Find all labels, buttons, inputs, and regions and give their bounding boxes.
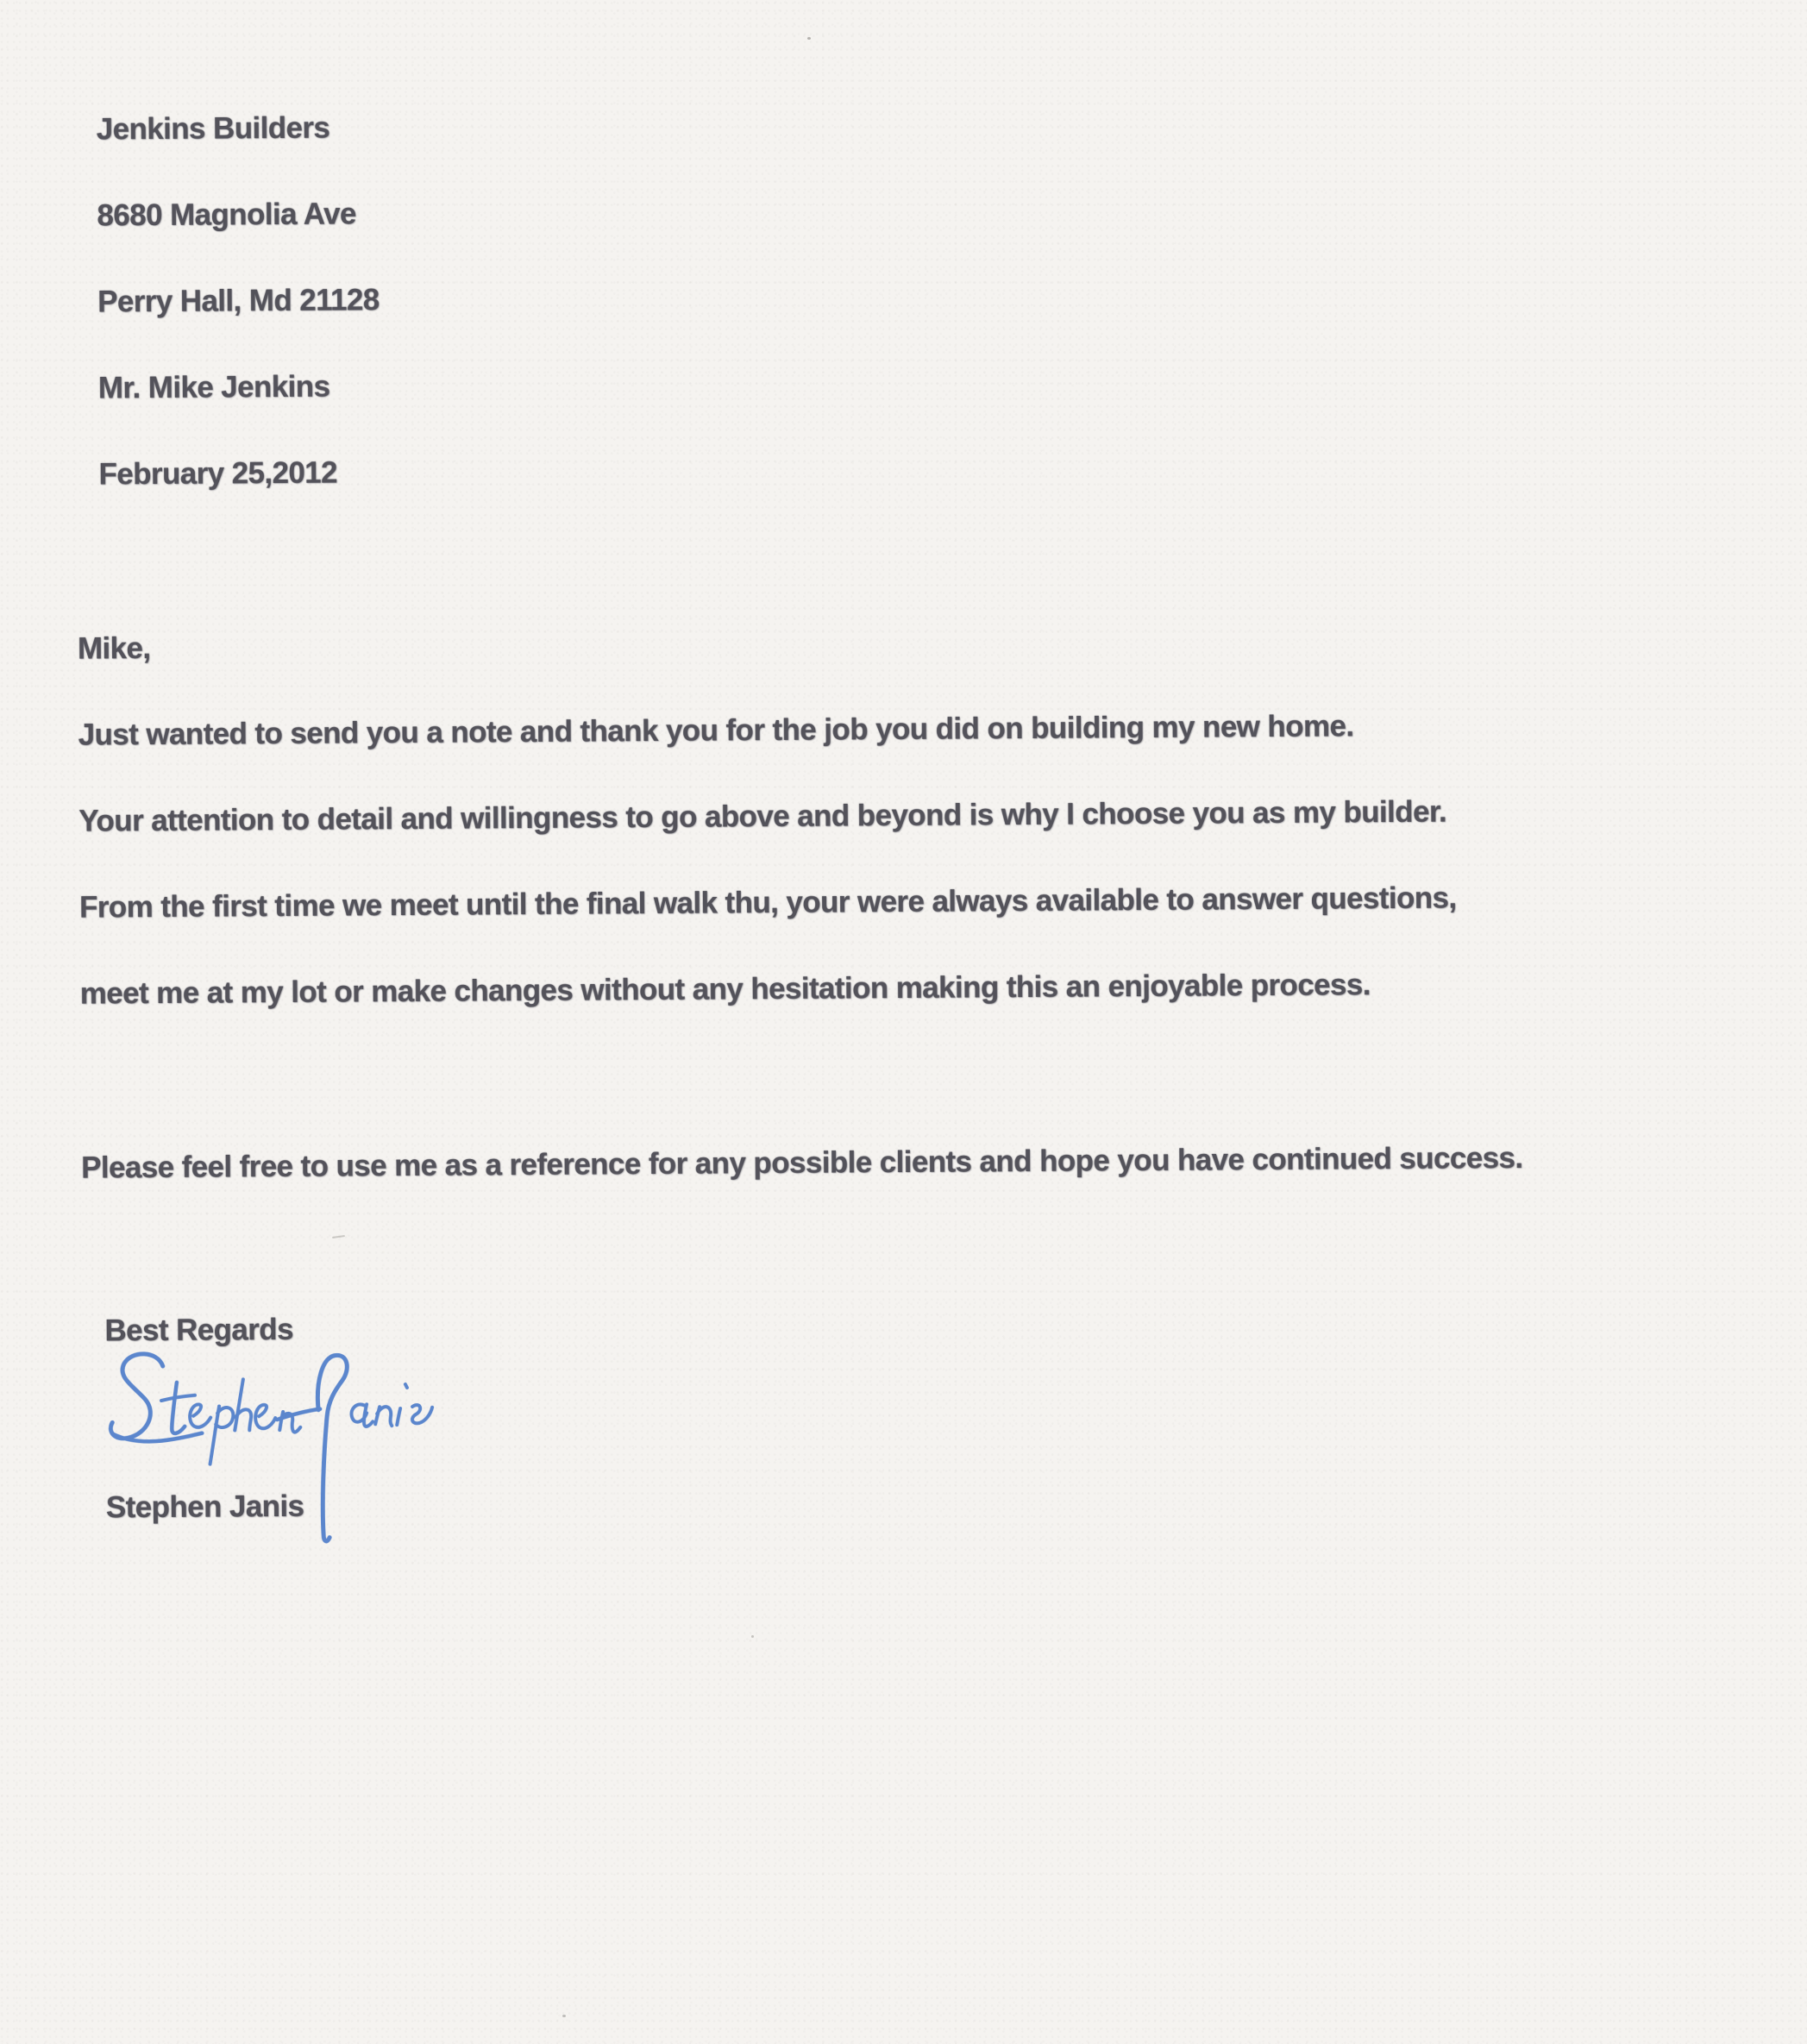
salutation: Mike,	[77, 631, 151, 666]
body-line: meet me at my lot or make changes without any hesitation making this an enjoyable process.	[79, 968, 1371, 1011]
sender-company: Jenkins Builders	[96, 110, 330, 147]
sender-city-state-zip: Perry Hall, Md 21128	[97, 283, 380, 319]
letter-date: February 25,2012	[98, 455, 338, 492]
body-paragraph-1	[78, 680, 1772, 1038]
body-line: From the first time we meet until the final walk thu, your were always available to answer questions,	[78, 881, 1457, 925]
handwritten-signature	[108, 1336, 455, 1563]
body-line: Your attention to detail and willingness to go above and beyond is why I choose you as my builder.	[78, 794, 1447, 838]
sender-street: 8680 Magnolia Ave	[97, 197, 356, 233]
body-paragraph-2: Please feel free to use me as a reference for any possible clients and hope you have continued success.	[81, 1140, 1523, 1185]
sender-contact: Mr. Mike Jenkins	[97, 369, 330, 405]
scan-speck	[751, 1635, 754, 1638]
body-line: Just wanted to send you a note and thank you for the job you did on building my new home.	[78, 709, 1354, 752]
closing-salutation: Best Regards	[104, 1312, 294, 1348]
sender-block	[73, 75, 1768, 518]
scan-speck	[807, 37, 811, 40]
typed-signature-name: Stephen Janis	[105, 1489, 304, 1525]
scan-speck	[562, 2015, 566, 2017]
